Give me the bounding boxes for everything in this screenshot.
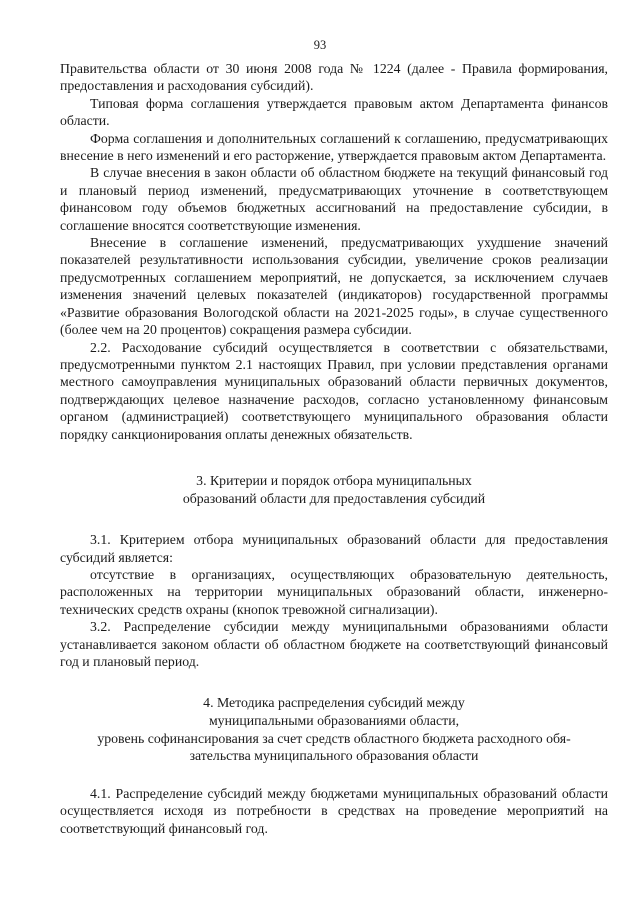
paragraph: 3.2. Распределение субсидии между муниципальными образованиями области устанавливается законом области об областном бюджете на соответствующий финансовый год и плановый период. [60,619,608,669]
paragraph: 4.1. Распределение субсидий между бюджетами муниципальных образований области осуществляется исходя из потребности в средствах на проведение мероприятий на соответствующий финансовый год. [60,785,608,836]
heading-line: муниципальными образованиями области, [208,712,460,728]
paragraph: В случае внесения в закон области об областном бюджете на текущий финансовый год и плановый период изменений, предусматривающих уточнение в соответствующем финансовом году объемов бюджетных ассигнований на предоставление субсидии, в соглашение вносятся соответствующие изменения. [60,165,608,233]
document-body [60,60,608,837]
page-number: 93 [313,38,327,52]
paragraph: Внесение в соглашение изменений, предусматривающих ухудшение значений показателей результативности использования субсидии, увеличение сроков реализации предусмотренных соглашением мероприятий, не допускается, за исключением случаев изменения значений целевых показателей (индикаторов) государственной программы «Развитие образования Вологодской области на 2021-2025 годы», в случае существенного (более чем на 20 процентов) сокращения размера субсидии. [60,235,608,338]
heading-line: образований области для предоставления субсидий [182,490,486,506]
heading-line: зательства муниципального образования области [189,748,479,764]
section-4-heading [60,694,608,764]
heading-line: 3. Критерии и порядок отбора муниципальных [196,472,472,488]
heading-line: 4. Методика распределения субсидий между [203,695,465,711]
heading-line: уровень софинансирования за счет средств областного бюджета расходного обя- [97,730,571,746]
paragraph: Форма соглашения и дополнительных соглашений к соглашению, предусматривающих внесение в него изменений и его расторжение, утверждается правовым актом Департамента. [60,130,608,164]
paragraph: 3.1. Критерием отбора муниципальных образований области для предоставления субсидий является: [60,532,608,565]
paragraph: 2.2. Расходование субсидий осуществляется в соответствии с обязательствами, предусмотренными пунктом 2.1 настоящих Правил, при условии представления органами местного самоуправления муниципальных образований области первичных документов, подтверждающих целевое назначение расходов, согласно установленному финансовым органом (администрацией) соответствующего муниципального образования области порядку санкционирования оплаты денежных обязательств. [60,339,608,442]
section-3-heading [60,472,608,507]
paragraph: Типовая форма соглашения утверждается правовым актом Департамента финансов области. [60,95,608,129]
paragraph: отсутствие в организациях, осуществляющих образовательную деятельность, расположенных на территории муниципальных образований области, инженерно-технических средств охраны (кнопок тревожной сигнализации). [60,566,608,617]
paragraph: Правительства области от 30 июня 2008 года № 1224 (далее - Правила формирования, предоставления и расходования субсидий). [60,61,608,94]
